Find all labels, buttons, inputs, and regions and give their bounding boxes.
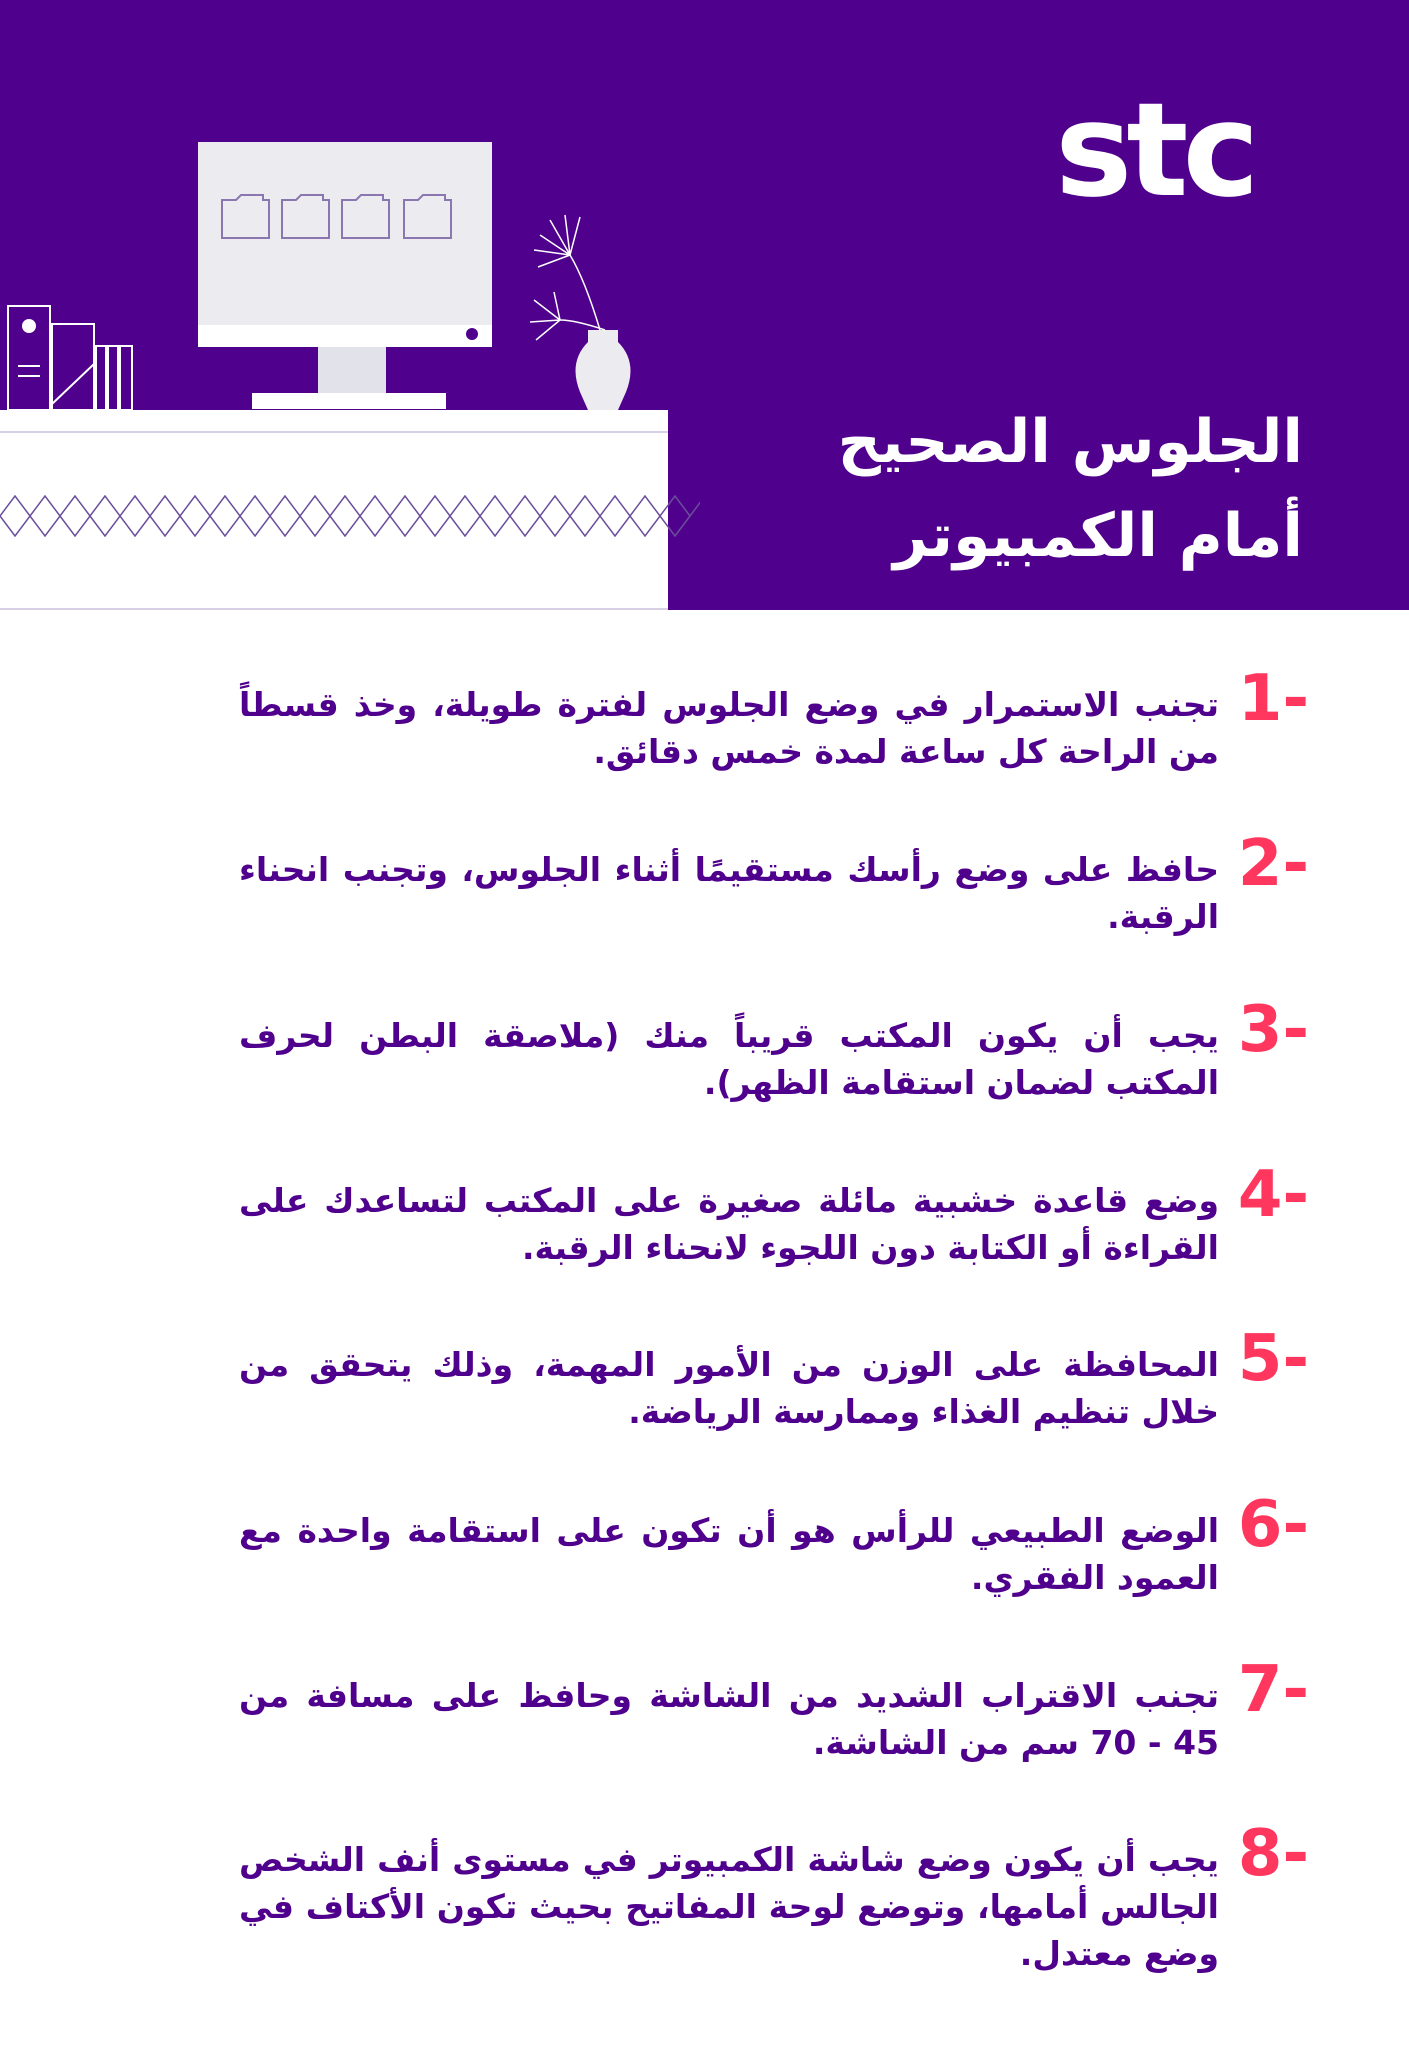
tip-text: تجنب الاقتراب الشديد من الشاشة وحافظ على مسافة من 45 - 70 سم من الشاشة. [239, 1676, 1219, 1762]
tip-text: يجب أن يكون وضع شاشة الكمبيوتر في مستوى أنف الشخص الجالس أمامها، وتوضع لوحة المفاتيح بحيث تكون الأكتاف في وضع معتدل. [239, 1840, 1219, 1973]
tip-text: يجب أن يكون المكتب قريباً منك (ملاصقة البطن لحرف المكتب لضمان استقامة الظهر). [239, 1016, 1219, 1102]
tip-number: 6- [1237, 1488, 1309, 1562]
tip-text: حافظ على وضع رأسك مستقيمًا أثناء الجلوس، وتجنب انحناء الرقبة. [239, 850, 1219, 936]
title-line-2: أمام الكمبيوتر [893, 501, 1303, 571]
title-line-1: الجلوس الصحيح [837, 407, 1303, 477]
tip-text: المحافظة على الوزن من الأمور المهمة، وذلك يتحقق من خلال تنظيم الغذاء وممارسة الرياضة. [239, 1345, 1219, 1431]
tip-text: تجنب الاستمرار في وضع الجلوس لفترة طويلة، وخذ قسطاً من الراحة كل ساعة لمدة خمس دقائق. [239, 685, 1219, 771]
tip-number: 7- [1237, 1653, 1309, 1727]
tip-number: 3- [1237, 993, 1309, 1067]
tip-number: 4- [1237, 1158, 1309, 1232]
tip-number: 8- [1237, 1817, 1309, 1891]
tip-text: الوضع الطبيعي للرأس هو أن تكون على استقامة واحدة مع العمود الفقري. [239, 1511, 1219, 1597]
tip-number: 5- [1237, 1322, 1309, 1396]
svg-text:stc: stc [1055, 95, 1254, 210]
tip-number: 1- [1237, 662, 1309, 736]
tip-text: وضع قاعدة خشبية مائلة صغيرة على المكتب لتساعدك على القراءة أو الكتابة دون اللجوء لانحناء الرقبة. [239, 1181, 1219, 1267]
tip-number: 2- [1237, 827, 1309, 901]
